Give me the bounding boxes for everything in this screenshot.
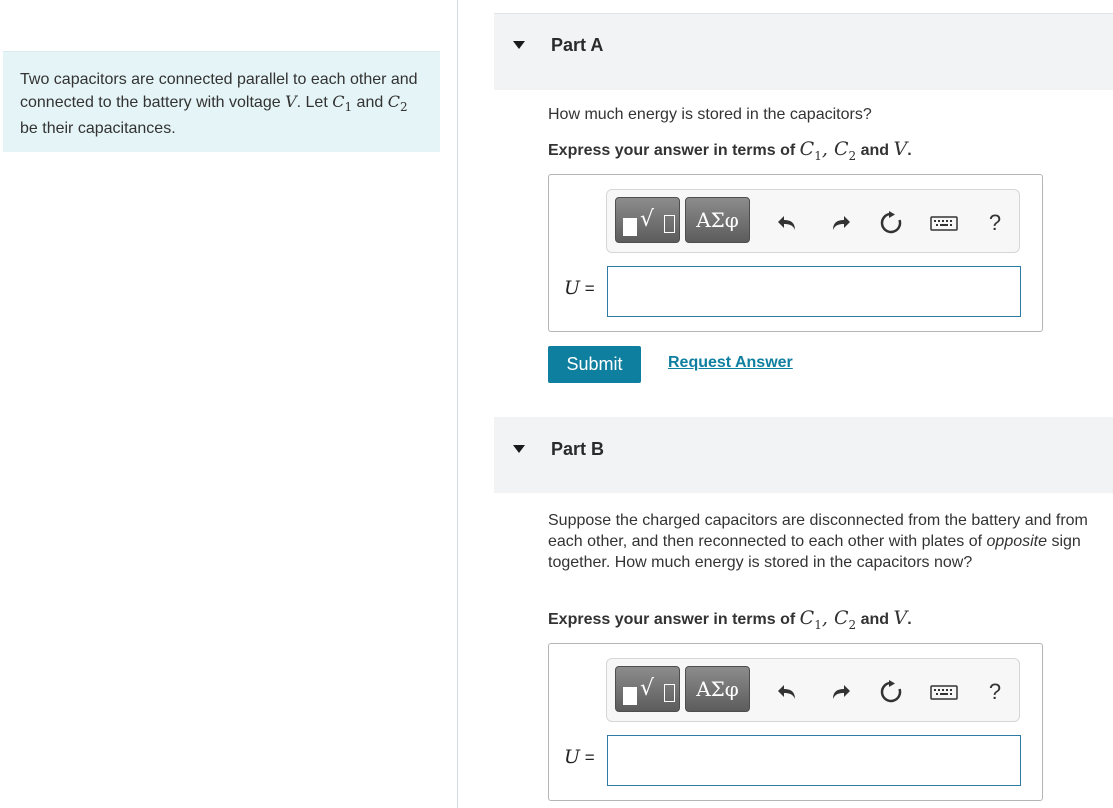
var-c1: $C_1$ [799, 607, 822, 632]
part-a-answer-box [548, 174, 1043, 332]
intro-c2-symbol: $C_2$ [387, 92, 408, 115]
var-c2: $C_2$ [833, 138, 857, 163]
part-a-title: Part A [551, 35, 604, 55]
math-toolbar [606, 189, 1020, 253]
part-b-instruction: Express your answer in terms of $C_1$, $C_2$ and V. [548, 607, 912, 632]
part-b-answer-input[interactable] [607, 735, 1021, 786]
reset-icon[interactable] [878, 210, 904, 236]
part-b-title: Part B [551, 439, 605, 459]
symbols-button[interactable]: ΑΣφ [685, 666, 750, 712]
submit-button[interactable]: Submit [548, 346, 641, 383]
keyboard-icon[interactable] [930, 210, 956, 236]
templates-icon [623, 687, 637, 705]
redo-icon[interactable] [827, 679, 853, 705]
emphasis-opposite: opposite [986, 533, 1048, 550]
part-b-header[interactable] [494, 417, 1113, 493]
part-a-question: How much energy is stored in the capacitors? [548, 106, 872, 123]
keyboard-icon[interactable] [930, 679, 956, 705]
part-b-question: Suppose the charged capacitors are disconnected from the battery and from each other, and then reconnected to each other with plates of opposite sign together. How much energy is stored in the capacitors now? [548, 512, 1088, 571]
intro-text-1: Two capacitors are connected parallel to each other and connected to the battery with voltage [20, 71, 418, 111]
undo-icon[interactable] [775, 679, 801, 705]
intro-text-and: and [352, 94, 388, 111]
math-toolbar [606, 658, 1020, 722]
templates-button[interactable]: √ [615, 197, 680, 243]
symbols-button[interactable]: ΑΣφ [685, 197, 750, 243]
var-c1: $C_1$ [799, 138, 822, 163]
problem-intro [3, 51, 440, 152]
part-b-answer-box [548, 643, 1043, 801]
redo-icon[interactable] [827, 210, 853, 236]
part-a-instruction: Express your answer in terms of $C_1$, $C_2$ and V. [548, 138, 912, 163]
part-a-answer-input[interactable] [607, 266, 1021, 317]
templates-icon [623, 218, 637, 236]
part-a-header[interactable] [494, 14, 1113, 90]
help-icon[interactable]: ? [988, 679, 1002, 704]
intro-c1-symbol: $C_1$ [332, 92, 353, 115]
var-v: V [893, 138, 908, 160]
help-icon[interactable]: ? [988, 210, 1002, 235]
collapse-caret-icon[interactable] [513, 445, 525, 453]
intro-text-3: be their capacitances. [20, 120, 176, 138]
intro-voltage-symbol: V [285, 92, 297, 111]
answer-label: U = [564, 277, 595, 299]
undo-icon[interactable] [775, 210, 801, 236]
reset-icon[interactable] [878, 679, 904, 705]
answer-label: U = [564, 746, 595, 768]
templates-button[interactable]: √ [615, 666, 680, 712]
collapse-caret-icon[interactable] [513, 41, 525, 49]
intro-text-2: . Let [296, 94, 333, 111]
request-answer-link[interactable]: Request Answer [668, 354, 793, 371]
var-v: V [893, 607, 908, 629]
left-column [0, 0, 458, 808]
var-c2: $C_2$ [833, 607, 857, 632]
